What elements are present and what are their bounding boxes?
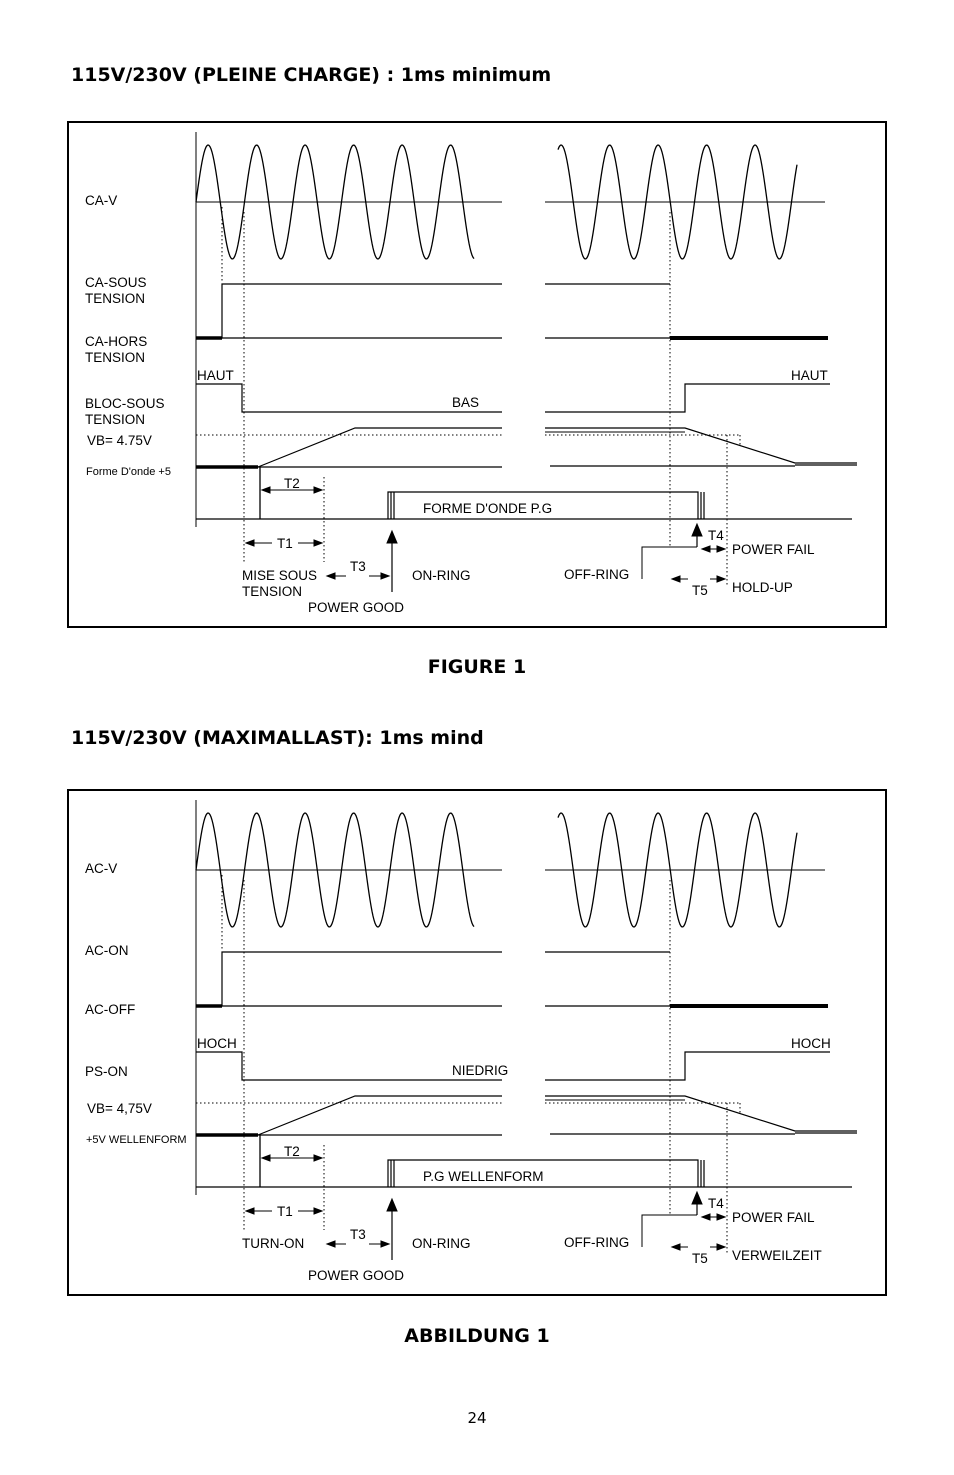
label-vb: VB= 4.75V <box>87 433 152 448</box>
label-turn-on: MISE SOUS <box>242 568 318 583</box>
label-ps-on: PS-ON <box>85 1064 128 1079</box>
label-turn-on: TURN-ON <box>242 1236 305 1251</box>
label-t3: T3 <box>350 1227 366 1242</box>
label-high-left: HOCH <box>197 1036 237 1051</box>
label-plus5v-waveform: +5V WELLENFORM <box>86 1134 187 1146</box>
label-turn-on-line2: TENSION <box>242 584 303 599</box>
label-high-right: HOCH <box>791 1036 831 1051</box>
label-power-good: POWER GOOD <box>308 1268 405 1283</box>
label-ps-on: BLOC-SOUS <box>85 396 165 411</box>
label-ps-on-line2: TENSION <box>85 412 146 427</box>
label-pg-waveform: FORME D'ONDE P.G <box>423 501 553 516</box>
label-on-ring: ON-RING <box>412 568 471 583</box>
plus5v-trace <box>196 428 857 467</box>
ac-voltage-trace <box>196 145 825 259</box>
ac-on-trace <box>196 952 670 1006</box>
label-power-good: POWER GOOD <box>308 600 405 615</box>
page-number: 24 <box>467 1409 487 1427</box>
label-t2: T2 <box>284 476 300 491</box>
label-hold-up: HOLD-UP <box>732 580 793 595</box>
figure-2-caption: ABBILDUNG 1 <box>404 1325 550 1347</box>
label-ac-off: AC-OFF <box>85 1002 136 1017</box>
label-power-fail: POWER FAIL <box>732 542 815 557</box>
timing-markers <box>222 207 740 587</box>
label-t4: T4 <box>708 528 724 543</box>
label-t2: T2 <box>284 1144 300 1159</box>
ps-on-trace <box>196 384 830 412</box>
ac-voltage-trace <box>196 813 825 927</box>
label-off-ring: OFF-RING <box>564 1235 630 1250</box>
label-pg-waveform: P.G WELLENFORM <box>423 1169 544 1184</box>
figure-1-caption: FIGURE 1 <box>427 656 527 678</box>
t2-marker <box>260 467 322 519</box>
label-off-ring: OFF-RING <box>564 567 630 582</box>
label-ac-on: AC-ON <box>85 943 129 958</box>
label-low: BAS <box>452 395 480 410</box>
label-t5: T5 <box>692 1251 708 1266</box>
plus5v-trace <box>196 1096 857 1135</box>
figure-1-heading: 115V/230V (PLEINE CHARGE) : 1ms minimum <box>71 64 552 86</box>
label-t4: T4 <box>708 1196 724 1211</box>
label-t3: T3 <box>350 559 366 574</box>
label-high-right: HAUT <box>791 368 828 383</box>
label-plus5v-waveform: Forme D'onde +5 <box>86 466 171 478</box>
label-ac-off: CA-HORS <box>85 334 148 349</box>
ps-on-trace <box>196 1052 830 1080</box>
label-power-fail: POWER FAIL <box>732 1210 815 1225</box>
label-ac-off-line2: TENSION <box>85 350 146 365</box>
label-ac-v: CA-V <box>85 193 118 208</box>
figure-2-heading: 115V/230V (MAXIMALLAST): 1ms mind <box>71 727 484 749</box>
label-t1: T1 <box>277 1204 293 1219</box>
label-ac-on-line2: TENSION <box>85 291 146 306</box>
label-vb: VB= 4,75V <box>87 1101 152 1116</box>
label-ac-on: CA-SOUS <box>85 275 147 290</box>
label-ac-v: AC-V <box>85 861 118 876</box>
label-t5: T5 <box>692 583 708 598</box>
t2-marker <box>260 1135 322 1187</box>
label-t1: T1 <box>277 536 293 551</box>
label-high-left: HAUT <box>197 368 234 383</box>
label-on-ring: ON-RING <box>412 1236 471 1251</box>
label-low: NIEDRIG <box>452 1063 509 1078</box>
ac-on-trace <box>196 284 670 338</box>
label-hold-up: VERWEILZEIT <box>732 1248 822 1263</box>
